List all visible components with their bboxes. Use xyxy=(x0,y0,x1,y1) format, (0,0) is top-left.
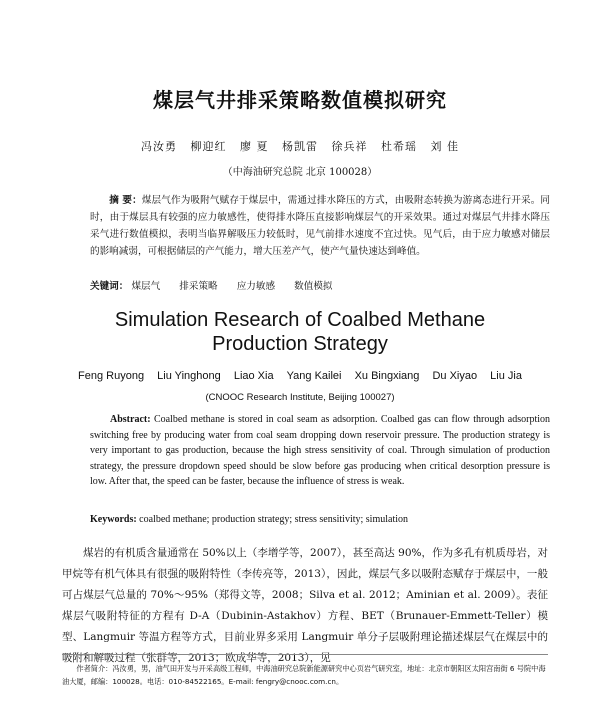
chinese-author: 廖 夏 xyxy=(240,140,269,153)
chinese-author: 柳迎红 xyxy=(190,140,227,153)
chinese-affiliation: （中海油研究总院 北京 100028） xyxy=(222,167,378,178)
english-keywords-label: Keywords: xyxy=(90,514,137,525)
english-title-line: Production Strategy xyxy=(212,333,388,355)
chinese-keyword: 煤层气 xyxy=(131,281,161,292)
english-author: Du Xiyao xyxy=(432,370,478,382)
english-abstract-text: Coalbed methane is stored in coal seam as adsorption. Coalbed gas can flow through adsorption switching free by producing water from coal seam dropping down reservoir pressure. The production strategy is very important to gas production, because the high stress sensitivity of coal. Through simulation of production strategy, the pressure dropdown speed should be slow before gas producing when critical desorption pressure is low. After that, the speed can be faster, because the influence of stress is weak. xyxy=(90,414,551,487)
chinese-keywords xyxy=(90,278,550,292)
footnote-divider xyxy=(62,654,548,655)
english-author: Liao Xia xyxy=(233,370,274,382)
english-author: Liu Jia xyxy=(490,370,522,382)
english-abstract xyxy=(90,412,550,490)
chinese-author: 徐兵祥 xyxy=(331,140,368,153)
chinese-keyword: 数值模拟 xyxy=(294,281,333,292)
english-author: Xu Bingxiang xyxy=(354,370,420,382)
english-author: Yang Kailei xyxy=(286,370,342,382)
english-title-line: Simulation Research of Coalbed Methane xyxy=(114,309,486,331)
english-keywords xyxy=(90,514,550,525)
chinese-abstract xyxy=(90,192,550,260)
body-paragraph: 煤岩的有机质含量通常在 50%以上（李增学等，2007），甚至高达 90%，作为多孔有机质母岩，对甲烷等有机气体具有很强的吸附特性（李传亮等，2013），因此，煤层气多以吸附态赋存于煤层中，一般可占煤层气总量的 70%～95%（郑得文等，2008；Silva et al. 2012；Aminian et al. 2009）。表征煤层气吸附特征的方程有 D-A（Dubinin-Astakhov）方程、BET（Brunauer-Emmett-Teller）模型、Langmuir 等温方程等方式，目前业界多采用 Langmuir 单分子层吸附理论描述煤层气在煤层中的吸附和解吸过程（张群等，2013；欧成华等，2013），见 xyxy=(62,547,548,664)
english-author: Liu Yinghong xyxy=(157,370,221,382)
english-authors xyxy=(0,370,600,382)
english-title xyxy=(0,308,600,356)
chinese-author: 杨凯雷 xyxy=(282,140,318,153)
chinese-abstract-text: 煤层气作为吸附气赋存于煤层中，需通过排水降压的方式，由吸附态转换为游离态进行开采。同时，由于煤层具有较强的应力敏感性，使得排水降压直接影响煤层气的开采效果。通过对煤层气井排水降压采气进行数值模拟，表明当临界解吸压力较低时，见气前排水速度不宜过快。见气后，由于应力敏感对储层的影响减弱，可根据储层的产气能力，增大压差产气，使产气量快速达到峰值。 xyxy=(90,195,551,257)
chinese-abstract-label: 摘 要： xyxy=(109,195,142,206)
chinese-author: 刘 佳 xyxy=(430,140,459,153)
author-footnote: 作者简介：冯汝勇，男，油气田开发与开采高级工程师，中海油研究总院新能源研究中心页岩气研究室，地址：北京市朝阳区太阳宫南街 6 号院中海油大厦，邮编：100028。电话：010-84522165。E-mail: fengry@cnooc.com.cn。 xyxy=(62,664,546,686)
english-author: Feng Ruyong xyxy=(78,370,145,382)
english-abstract-label: Abstract: xyxy=(110,414,151,425)
chinese-author: 冯汝勇 xyxy=(141,140,177,153)
chinese-authors xyxy=(0,138,600,154)
chinese-title: 煤层气井排采策略数值模拟研究 xyxy=(153,88,447,112)
english-affiliation: (CNOOC Research Institute, Beijing 100027) xyxy=(205,392,395,403)
chinese-author: 杜希瑶 xyxy=(381,140,417,153)
chinese-keywords-label: 关键词： xyxy=(90,281,129,292)
chinese-keyword: 排采策略 xyxy=(179,281,218,292)
chinese-keyword: 应力敏感 xyxy=(236,281,276,292)
english-keywords-text: coalbed methane; production strategy; stress sensitivity; simulation xyxy=(139,514,409,525)
